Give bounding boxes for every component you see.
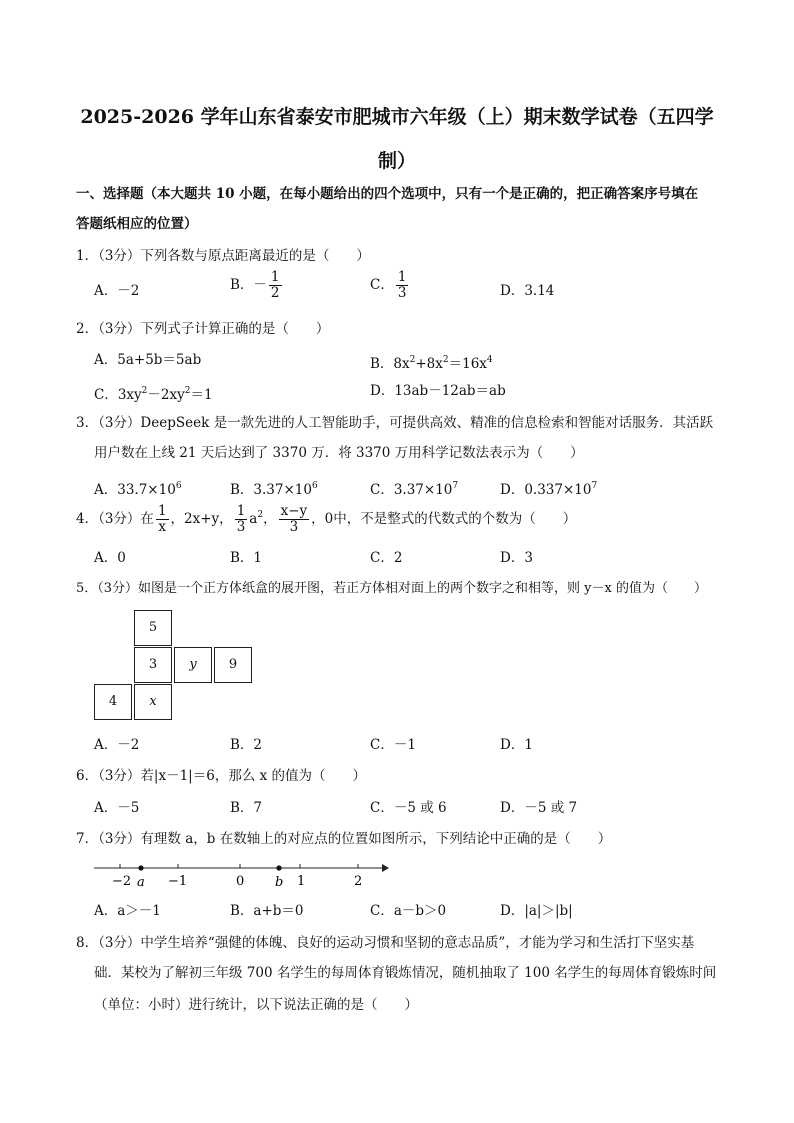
- q1-option-d: D．3.14: [500, 283, 555, 299]
- cube-net-cell: 9: [214, 647, 252, 683]
- q2-option-d: D．13ab－12ab＝ab: [370, 383, 506, 399]
- q7-stem: 7．（3分）有理数 a，b 在数轴上的对应点的位置如图所示，下列结论中正确的是（ ）: [76, 831, 612, 847]
- q5-option-a: A．－2: [94, 737, 140, 753]
- point-a-label: a: [137, 875, 145, 890]
- q6-option-a: A．－5: [94, 800, 140, 816]
- q3-option-d: [500, 476, 597, 500]
- q3-a-text: A．33.7×10: [94, 482, 176, 498]
- q3-b-exp: 6: [311, 481, 318, 491]
- q3-option-c: [370, 476, 458, 500]
- q3-option-a: [94, 476, 182, 500]
- q4-stem-post: ，0中，不是整式的代数式的个数为（ ）: [311, 511, 577, 527]
- exam-title-line2: 制）: [377, 150, 416, 172]
- q4-stem: [76, 504, 576, 535]
- tick-label: 2: [354, 874, 363, 889]
- number-line-figure: [90, 860, 390, 890]
- point-a-dot: [138, 865, 143, 870]
- q8-stem-line3: （单位：小时）进行统计，以下说法正确的是（ ）: [94, 997, 418, 1013]
- q4-option-a: A．0: [94, 550, 126, 566]
- q4-fraction-x-minus-y: [279, 504, 310, 535]
- fraction-denominator: x: [158, 519, 167, 535]
- q3-c-text: C．3.37×10: [370, 482, 453, 498]
- q3-b-text: B．3.37×10: [230, 482, 312, 498]
- q2-c-exp1: 2: [141, 386, 148, 396]
- cube-net-cell: 5: [134, 610, 172, 646]
- point-b-dot: [276, 865, 281, 870]
- fraction-numerator: 1: [236, 503, 246, 519]
- q5-stem: 5．（3分）如图是一个正方体纸盒的展开图，若正方体相对面上的两个数字之和相等，则 y－x 的值为（ ）: [76, 581, 707, 596]
- q6-option-d: D．－5 或 7: [500, 800, 578, 816]
- q2-c-part2: －2xy: [147, 387, 185, 403]
- q2-option-c: [94, 381, 213, 405]
- q2-stem: 2．（3分）下列式子计算正确的是（ ）: [76, 321, 330, 337]
- q3-d-exp: 7: [591, 481, 598, 491]
- q6-stem: 6．（3分）若|x－1|＝6，那么 x 的值为（ ）: [76, 768, 367, 784]
- q1-option-c: [370, 270, 410, 301]
- q2-b-exp3: 4: [486, 355, 493, 365]
- fraction-numerator: x−y: [280, 503, 308, 519]
- q2-b-exp2: 2: [442, 355, 449, 365]
- exam-title-line1: 2025-2026 学年山东省泰安市肥城市六年级（上）期末数学试卷（五四学: [80, 106, 714, 128]
- fraction-numerator: 1: [157, 503, 167, 519]
- q8-stem-line2: 础．某校为了解初三年级 700 名学生的每周体育锻炼情况，随机抽取了 100 名学生的每周体育锻炼时间: [94, 965, 717, 981]
- q5-option-c: C．－1: [370, 737, 416, 753]
- q1-option-b-sign: －: [253, 277, 267, 293]
- q5-option-b: B．2: [230, 737, 263, 753]
- fraction-numerator: 1: [397, 269, 407, 285]
- q1-option-b-fraction: [269, 270, 282, 301]
- q1-option-b-label: B．: [230, 277, 254, 293]
- cube-net-cell: x: [134, 684, 172, 720]
- q6-option-c: C．－5 或 6: [370, 800, 447, 816]
- q1-option-b: [230, 270, 284, 301]
- q2-b-part2: +8x: [415, 356, 443, 372]
- tick-label: −1: [168, 874, 188, 889]
- cube-net-cell: y: [174, 647, 212, 683]
- q4-option-c: C．2: [370, 550, 403, 566]
- q4-fraction-1-over-3: [235, 504, 248, 535]
- q7-option-a: A．a＞－1: [94, 903, 161, 919]
- q2-b-part1: B．8x: [370, 356, 410, 372]
- q3-d-text: D．0.337×10: [500, 482, 592, 498]
- q4-stem-a-exp: 2: [257, 510, 264, 520]
- q7-option-d: D．|a|＞|b|: [500, 903, 573, 919]
- fraction-denominator: 3: [397, 285, 407, 301]
- q1-option-c-fraction: [396, 270, 409, 301]
- q4-stem-sep: ，: [263, 511, 277, 527]
- q3-c-exp: 7: [452, 481, 459, 491]
- fraction-denominator: 3: [289, 519, 299, 535]
- q1-option-a: A．－2: [94, 283, 140, 299]
- point-b-label: b: [275, 875, 284, 890]
- cube-net-cell: 4: [94, 684, 132, 720]
- q4-option-b: B．1: [230, 550, 263, 566]
- q1-stem: 1．（3分）下列各数与原点距离最近的是（ ）: [76, 248, 370, 264]
- q2-option-a: A．5a+5b＝5ab: [94, 352, 202, 368]
- q4-fraction-1-over-x: [156, 504, 169, 535]
- q2-c-part1: C．3xy: [94, 387, 142, 403]
- q1-option-c-label: C．: [370, 277, 394, 293]
- q3-option-b: [230, 476, 318, 500]
- fraction-denominator: 3: [236, 519, 246, 535]
- tick-label: 1: [297, 874, 306, 889]
- q4-stem-a: a: [249, 511, 258, 527]
- tick-label: −2: [112, 874, 132, 889]
- q2-c-exp2: 2: [184, 386, 191, 396]
- q8-stem-line1: 8．（3分）中学生培养“强健的体魄、良好的运动习惯和坚韧的意志品质”，才能为学习和生活打下坚实基: [76, 935, 695, 951]
- q6-option-b: B．7: [230, 800, 263, 816]
- q2-c-part3: ＝1: [190, 387, 213, 403]
- q4-stem-pre: 4．（3分）在: [76, 511, 154, 527]
- number-line-arrow: [382, 864, 389, 872]
- q2-b-part3: ＝16x: [448, 356, 487, 372]
- q3-stem-line1: 3．（3分）DeepSeek 是一款先进的人工智能助手，可提供高效、精准的信息检索和智能对话服务．其活跃: [76, 415, 714, 431]
- q3-stem-line2: 用户数在上线 21 天后达到了 3370 万．将 3370 万用科学记数法表示为（ ）: [94, 445, 584, 461]
- q4-stem-mid1: ，2x+y，: [170, 511, 233, 527]
- q2-b-exp1: 2: [409, 355, 416, 365]
- section-heading-line1: 一、选择题（本大题共 10 小题，在每小题给出的四个选项中，只有一个是正确的，把正确答案序号填在: [76, 186, 699, 202]
- fraction-numerator: 1: [270, 269, 280, 285]
- q4-option-d: D．3: [500, 550, 533, 566]
- cube-net-figure: [94, 610, 264, 725]
- q2-option-b: [370, 350, 493, 374]
- q5-option-d: D．1: [500, 737, 533, 753]
- section-heading-line2: 答题纸相应的位置）: [76, 216, 198, 232]
- q7-option-b: B．a+b＝0: [230, 903, 304, 919]
- fraction-denominator: 2: [270, 285, 280, 301]
- tick-label: 0: [236, 874, 245, 889]
- cube-net-cell: 3: [134, 647, 172, 683]
- q7-option-c: C．a－b＞0: [370, 903, 447, 919]
- q3-a-exp: 6: [175, 481, 182, 491]
